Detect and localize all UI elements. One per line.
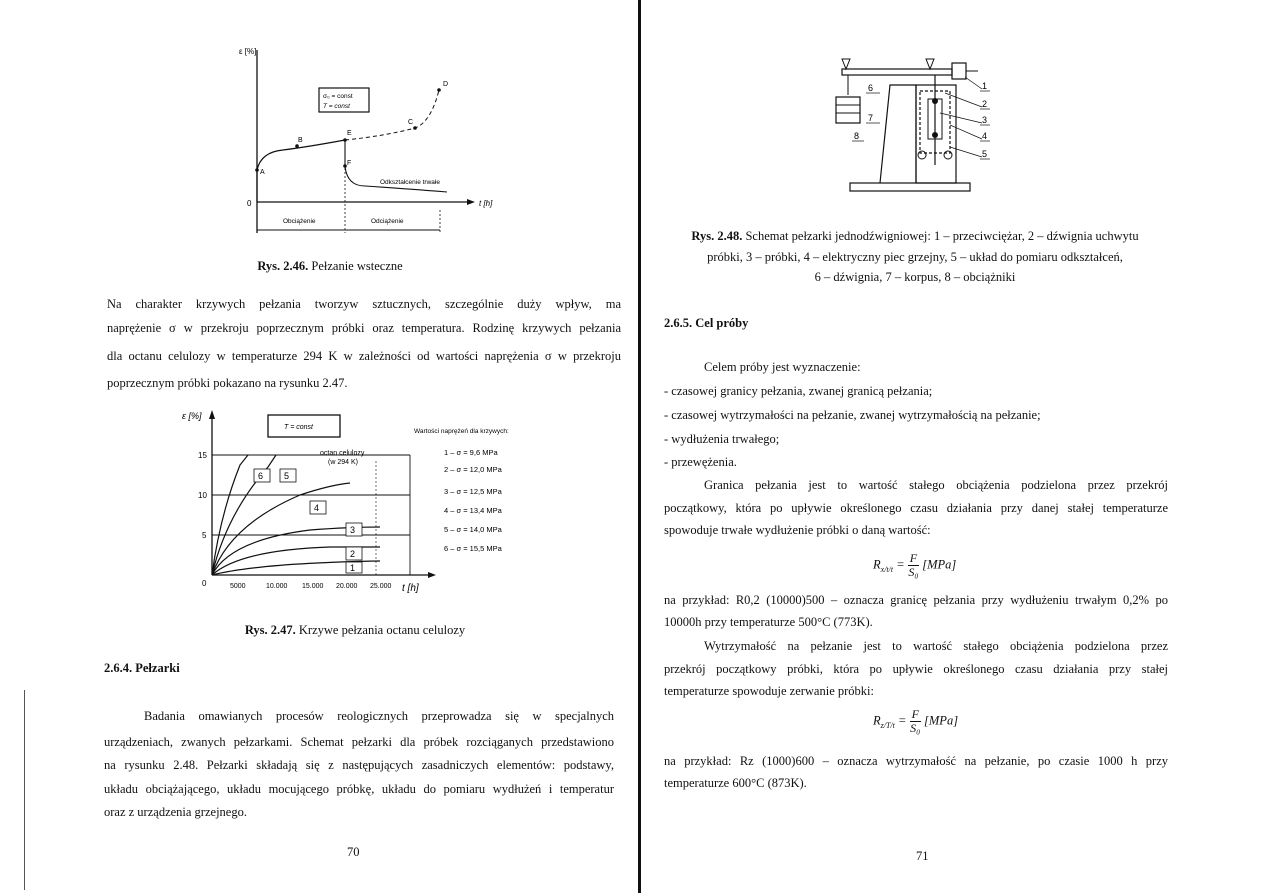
figure-2-46 <box>235 40 515 245</box>
fig247-legend-1: 1 – σ = 9,6 MPa <box>444 448 498 457</box>
right-example2-line2: temperaturze 600°C (873K). <box>664 776 807 790</box>
right-para1-line2: początkowy, która po upływie określonego czasu działania przy danej stałej temperaturze <box>664 501 1168 515</box>
left-section-title: 2.6.4. Pełzarki <box>104 661 180 675</box>
fig247-xtick-1: 5000 <box>230 583 246 590</box>
fig247-box: T = const <box>284 424 313 431</box>
right-bullet-2: - czasowej wytrzymałości na pełzanie, zwanej wytrzymałością na pełzanie; <box>664 408 1041 422</box>
left-para2-line4: układu obciążającego, układu mocującego próbkę, układu do pomiaru wydłużeń i temperatur <box>104 782 614 796</box>
left-para2-line2: urządzeniach, zwanych pełzarkami. Schemat pełzarki dla próbek rozciąganych przedstawiono <box>104 735 614 749</box>
fig247-curve-4: 4 <box>314 503 320 513</box>
left-para2-line5: oraz z urządzenia grzejnego. <box>104 805 247 819</box>
fig246-point-e: E <box>347 130 352 137</box>
fig248-caption-line1: Rys. 2.48. Schemat pełzarki jednodźwigniowej: 1 – przeciwciężar, 2 – dźwignia uchwytu <box>691 229 1139 243</box>
fig247-xtick-2: 10.000 <box>266 583 288 590</box>
fig246-box-line2: T = const <box>323 103 350 110</box>
fig246-tlabel: t [h] <box>479 199 493 208</box>
fig246-point-b: B <box>298 137 303 144</box>
fig247-legend-title: Wartości naprężeń dla krzywych: <box>414 428 509 435</box>
left-para2-line3: na rysunku 2.48. Pełzarki składają się z następujących zasadniczych elementów: podstawy, <box>104 758 614 772</box>
fig247-xtick-3: 15.000 <box>302 583 324 590</box>
left-para1-line3: dla octanu celulozy w temperaturze 294 K w zależności od wartości naprężenia σ w przekroju <box>107 349 621 363</box>
scan-edge <box>24 690 25 890</box>
formula-2: $R_{z/T/t}$ = $\frac{F}{\text{S₀}}$ [MPa] <box>873 707 959 736</box>
fig247-note-line1: octan celulozy <box>320 450 365 457</box>
left-page-number: 70 <box>347 845 360 859</box>
fig247-ytick-0: 0 <box>202 579 207 588</box>
fig247-ytick-5: 5 <box>202 531 207 540</box>
fig248-caption-line2: próbki, 3 – próbki, 4 – elektryczny piec grzejny, 5 – układ do pomiaru odkształceń, <box>707 250 1123 264</box>
fig246-point-c: C <box>408 119 414 126</box>
fig248-label-4: 4 <box>982 131 988 141</box>
fig247-legend-3: 3 – σ = 12,5 MPa <box>444 487 502 496</box>
fig248-label-7: 7 <box>868 113 874 123</box>
right-section-title: 2.6.5. Cel próby <box>664 316 749 330</box>
fig248-caption-line3: 6 – dźwignia, 7 – korpus, 8 – obciążniki <box>814 270 1016 284</box>
fig247-xtick-4: 20.000 <box>336 583 358 590</box>
fig248-label-3: 3 <box>982 115 988 125</box>
right-intro: Celem próby jest wyznaczenie: <box>704 360 861 374</box>
fig246-box-line1: σ₀ = const <box>323 93 353 100</box>
right-para1-line3: spowoduje trwałe wydłużenie próbki o daną wartość: <box>664 523 931 537</box>
fig247-legend-5: 5 – σ = 14,0 MPa <box>444 525 502 534</box>
fig247-legend-2: 2 – σ = 12,0 MPa <box>444 465 502 474</box>
fig247-curve-3: 3 <box>350 525 356 535</box>
fig247-curve-2: 2 <box>350 549 356 559</box>
fig247-curve-6: 6 <box>258 471 264 481</box>
right-bullet-1: - czasowej granicy pełzania, zwanej granicą pełzania; <box>664 384 933 398</box>
figure-2-48 <box>830 55 1010 205</box>
right-bullet-4: - przewężenia. <box>664 455 737 469</box>
right-para2-line1: Wytrzymałość na pełzanie jest to wartość stałego obciążenia podzielona przez <box>704 639 1168 653</box>
fig246-point-a: A <box>260 169 265 176</box>
fig247-note-line2: (w 294 K) <box>328 459 358 466</box>
left-para1-line1: Na charakter krzywych pełzania tworzyw sztucznych, szczególnie duży wpływ, ma <box>107 297 621 311</box>
fig247-tlabel: t [h] <box>402 583 419 594</box>
right-bullet-3: - wydłużenia trwałego; <box>664 432 780 446</box>
fig248-label-8: 8 <box>854 131 860 141</box>
left-para2-line1: Badania omawianych procesów reologicznych przeprowadza się w specjalnych <box>144 709 614 723</box>
fig247-caption: Rys. 2.47. Krzywe pełzania octanu celulozy <box>244 623 466 637</box>
fig246-phase2: Odciążenie <box>371 218 404 225</box>
fig246-point-d: D <box>443 81 449 88</box>
book-spine <box>638 0 641 893</box>
fig248-label-5: 5 <box>982 149 988 159</box>
figure-2-47 <box>180 405 560 605</box>
fig247-curve-5: 5 <box>284 471 290 481</box>
fig246-point-f: F <box>347 160 352 167</box>
fig246-origin: 0 <box>247 199 252 208</box>
fig248-label-1: 1 <box>982 81 988 91</box>
right-para2-line3: temperaturze spowoduje zerwanie próbki: <box>664 684 874 698</box>
right-page-number: 71 <box>916 849 929 863</box>
right-example1-line2: 10000h przy temperaturze 500°C (773K). <box>664 615 873 629</box>
fig248-label-2: 2 <box>982 99 988 109</box>
right-example1-line1: na przykład: R0,2 (10000)500 – oznacza granicę pełzania przy wydłużeniu trwałym 0,2% po <box>664 593 1168 607</box>
fig247-ytick-10: 10 <box>198 491 207 500</box>
left-para1-line2: naprężenie σ w przekroju poprzecznym próbki oraz temperatura. Rodzinę krzywych pełzania <box>107 321 621 335</box>
right-para2-line2: przekrój początkowy próbki, która po upływie określonego czasu działania przy stałej <box>664 662 1168 676</box>
left-para1-line4: poprzecznym próbki pokazano na rysunku 2.47. <box>107 376 348 390</box>
fig246-phase1: Obciążenie <box>283 218 316 225</box>
right-example2-line1: na przykład: Rz (1000)600 – oznacza wytrzymałość na pełzanie, po czasie 1000 h przy <box>664 754 1168 768</box>
fig247-curve-1: 1 <box>350 563 356 573</box>
fig247-ytick-15: 15 <box>198 451 207 460</box>
fig247-ylabel: ε [%] <box>182 411 202 421</box>
fig247-xtick-5: 25.000 <box>370 583 392 590</box>
fig246-caption: Rys. 2.46. Pełzanie wsteczne <box>257 259 403 273</box>
fig247-legend-4: 4 – σ = 13,4 MPa <box>444 506 502 515</box>
fig247-legend-6: 6 – σ = 15,5 MPa <box>444 544 502 553</box>
formula-1: $R_{x/t/t}$ = $\frac{F}{\text{S₀}}$ [MPa] <box>873 551 957 580</box>
fig246-curve-label: Odkształcenie trwałe <box>380 179 440 186</box>
fig248-label-6: 6 <box>868 83 874 93</box>
fig246-ylabel: ε [%] <box>239 47 257 56</box>
right-para1-line1: Granica pełzania jest to wartość stałego obciążenia podzielona przez przekrój <box>704 478 1168 492</box>
